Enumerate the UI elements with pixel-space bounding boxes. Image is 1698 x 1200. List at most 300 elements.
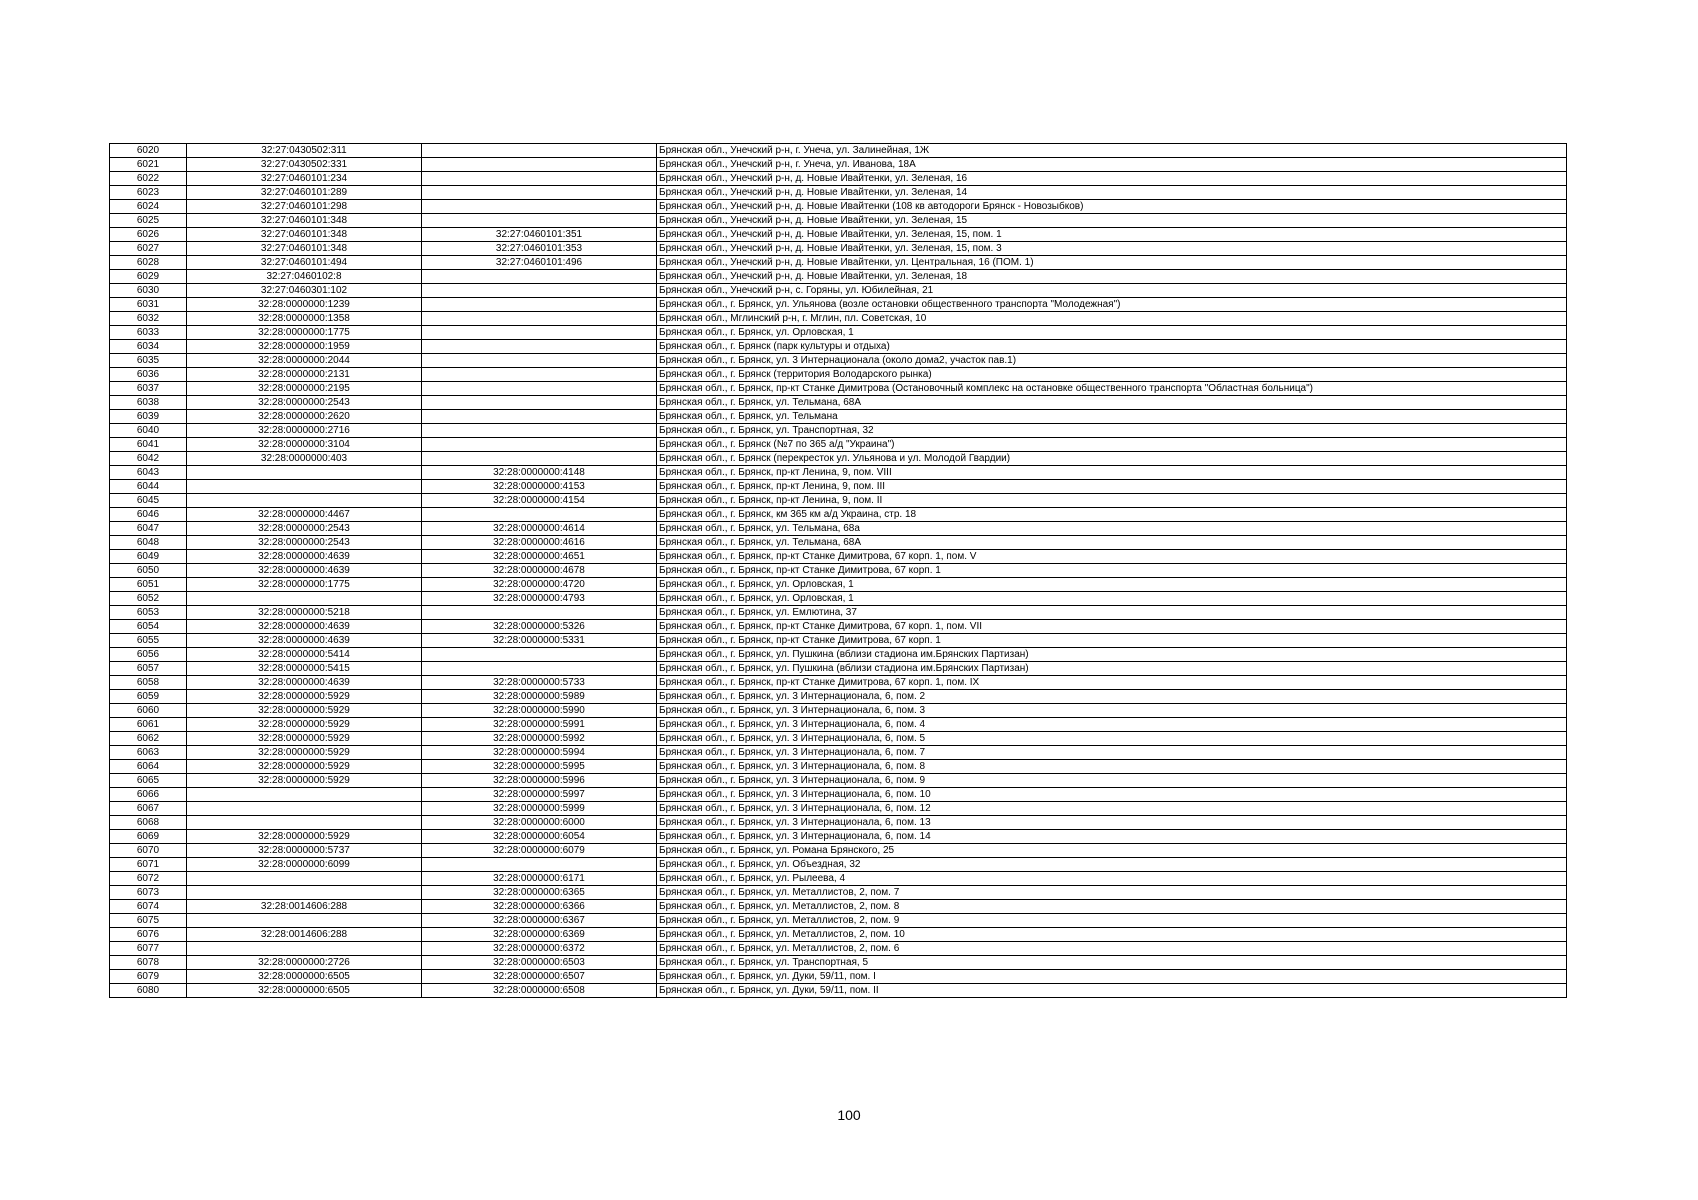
table-row: [110, 858, 1567, 872]
address-cell: Брянская обл., г. Брянск, ул. Дуки, 59/11, пом. I: [657, 970, 1567, 984]
room-cadastral-number-cell: [422, 382, 657, 396]
cadastral-number-cell: [187, 802, 422, 816]
room-cadastral-number-cell: 32:27:0460101:496: [422, 256, 657, 270]
row-number-cell: 6056: [110, 648, 187, 662]
address-cell: Брянская обл., Унечский р-н, г. Унеча, ул. Иванова, 18А: [657, 158, 1567, 172]
table-row: [110, 676, 1567, 690]
cadastral-number-cell: 32:28:0000000:2726: [187, 956, 422, 970]
cadastral-number-cell: 32:27:0460101:348: [187, 214, 422, 228]
cadastral-number-cell: 32:28:0014606:288: [187, 928, 422, 942]
cadastral-number-cell: 32:27:0460301:102: [187, 284, 422, 298]
room-cadastral-number-cell: 32:28:0000000:4614: [422, 522, 657, 536]
table-row: [110, 242, 1567, 256]
room-cadastral-number-cell: 32:28:0000000:4154: [422, 494, 657, 508]
address-cell: Брянская обл., г. Брянск, ул. 3 Интернационала, 6, пом. 4: [657, 718, 1567, 732]
row-number-cell: 6046: [110, 508, 187, 522]
table-row: [110, 172, 1567, 186]
cadastral-number-cell: 32:28:0000000:4639: [187, 676, 422, 690]
row-number-cell: 6020: [110, 144, 187, 158]
cadastral-number-cell: 32:28:0000000:6099: [187, 858, 422, 872]
cadastral-number-cell: 32:28:0000000:5414: [187, 648, 422, 662]
cadastral-number-cell: [187, 480, 422, 494]
room-cadastral-number-cell: 32:27:0460101:351: [422, 228, 657, 242]
room-cadastral-number-cell: [422, 438, 657, 452]
cadastral-number-cell: 32:28:0000000:4639: [187, 564, 422, 578]
address-cell: Брянская обл., г. Брянск, ул. 3 Интернационала, 6, пом. 8: [657, 760, 1567, 774]
row-number-cell: 6040: [110, 424, 187, 438]
table-row: [110, 802, 1567, 816]
cadastral-number-cell: 32:28:0000000:4639: [187, 620, 422, 634]
table-row: [110, 900, 1567, 914]
row-number-cell: 6071: [110, 858, 187, 872]
cadastral-number-cell: 32:28:0000000:1358: [187, 312, 422, 326]
row-number-cell: 6048: [110, 536, 187, 550]
cadastral-number-cell: 32:28:0000000:5929: [187, 704, 422, 718]
address-cell: Брянская обл., г. Брянск, пр-кт Станке Димитрова (Остановочный комплекс на остановке общественного транспорта "Областная больница"): [657, 382, 1567, 396]
row-number-cell: 6024: [110, 200, 187, 214]
room-cadastral-number-cell: 32:28:0000000:5991: [422, 718, 657, 732]
room-cadastral-number-cell: 32:28:0000000:4616: [422, 536, 657, 550]
room-cadastral-number-cell: [422, 144, 657, 158]
room-cadastral-number-cell: 32:28:0000000:6171: [422, 872, 657, 886]
address-cell: Брянская обл., г. Брянск, ул. Объездная, 32: [657, 858, 1567, 872]
row-number-cell: 6042: [110, 452, 187, 466]
cadastral-number-cell: 32:28:0000000:5929: [187, 746, 422, 760]
cadastral-number-cell: 32:28:0000000:5929: [187, 760, 422, 774]
table-row: [110, 158, 1567, 172]
cadastral-number-cell: 32:28:0014606:288: [187, 900, 422, 914]
row-number-cell: 6025: [110, 214, 187, 228]
table-row: [110, 214, 1567, 228]
table-row: [110, 942, 1567, 956]
table-row: [110, 872, 1567, 886]
cadastral-number-cell: 32:28:0000000:2716: [187, 424, 422, 438]
address-cell: Брянская обл., Унечский р-н, д. Новые Ивайтенки, ул. Центральная, 16 (ПОМ. 1): [657, 256, 1567, 270]
address-cell: Брянская обл., г. Брянск, пр-кт Ленина, 9, пом. VIII: [657, 466, 1567, 480]
row-number-cell: 6037: [110, 382, 187, 396]
cadastral-number-cell: 32:28:0000000:5929: [187, 690, 422, 704]
address-cell: Брянская обл., Унечский р-н, д. Новые Ивайтенки, ул. Зеленая, 16: [657, 172, 1567, 186]
row-number-cell: 6030: [110, 284, 187, 298]
table-row: [110, 578, 1567, 592]
cadastral-number-cell: 32:28:0000000:2543: [187, 536, 422, 550]
address-cell: Брянская обл., г. Брянск, ул. 3 Интернационала, 6, пом. 13: [657, 816, 1567, 830]
address-cell: Брянская обл., Унечский р-н, с. Горяны, ул. Юбилейная, 21: [657, 284, 1567, 298]
table-row: [110, 844, 1567, 858]
cadastral-number-cell: 32:27:0460101:234: [187, 172, 422, 186]
row-number-cell: 6039: [110, 410, 187, 424]
table-row: [110, 424, 1567, 438]
cadastral-number-cell: 32:28:0000000:5929: [187, 732, 422, 746]
row-number-cell: 6068: [110, 816, 187, 830]
table-row: [110, 536, 1567, 550]
row-number-cell: 6045: [110, 494, 187, 508]
room-cadastral-number-cell: [422, 172, 657, 186]
address-cell: Брянская обл., г. Брянск, ул. Орловская, 1: [657, 592, 1567, 606]
address-cell: Брянская обл., г. Брянск, ул. Металлистов, 2, пом. 6: [657, 942, 1567, 956]
room-cadastral-number-cell: [422, 424, 657, 438]
row-number-cell: 6050: [110, 564, 187, 578]
table-row: [110, 480, 1567, 494]
row-number-cell: 6027: [110, 242, 187, 256]
registry-table-body: [110, 144, 1567, 998]
address-cell: Брянская обл., г. Брянск, ул. Тельмана: [657, 410, 1567, 424]
cadastral-number-cell: 32:28:0000000:2543: [187, 396, 422, 410]
room-cadastral-number-cell: [422, 662, 657, 676]
row-number-cell: 6069: [110, 830, 187, 844]
table-row: [110, 718, 1567, 732]
cadastral-number-cell: [187, 816, 422, 830]
cadastral-number-cell: 32:28:0000000:5929: [187, 718, 422, 732]
row-number-cell: 6041: [110, 438, 187, 452]
address-cell: Брянская обл., Унечский р-н, г. Унеча, ул. Залинейная, 1Ж: [657, 144, 1567, 158]
address-cell: Брянская обл., г. Брянск, ул. Тельмана, 68а: [657, 522, 1567, 536]
room-cadastral-number-cell: [422, 270, 657, 284]
page-number: 100: [837, 1107, 861, 1123]
room-cadastral-number-cell: [422, 858, 657, 872]
table-row: [110, 648, 1567, 662]
table-row: [110, 326, 1567, 340]
row-number-cell: 6049: [110, 550, 187, 564]
row-number-cell: 6047: [110, 522, 187, 536]
table-row: [110, 270, 1567, 284]
row-number-cell: 6066: [110, 788, 187, 802]
address-cell: Брянская обл., г. Брянск, ул. Тельмана, 68А: [657, 396, 1567, 410]
room-cadastral-number-cell: [422, 326, 657, 340]
row-number-cell: 6078: [110, 956, 187, 970]
table-row: [110, 382, 1567, 396]
room-cadastral-number-cell: [422, 354, 657, 368]
address-cell: Брянская обл., г. Брянск (№7 по 365 а/д "Украина"): [657, 438, 1567, 452]
row-number-cell: 6022: [110, 172, 187, 186]
address-cell: Брянская обл., г. Брянск, км 365 км а/д Украина, стр. 18: [657, 508, 1567, 522]
room-cadastral-number-cell: 32:28:0000000:5990: [422, 704, 657, 718]
room-cadastral-number-cell: 32:28:0000000:5326: [422, 620, 657, 634]
row-number-cell: 6038: [110, 396, 187, 410]
table-row: [110, 704, 1567, 718]
row-number-cell: 6075: [110, 914, 187, 928]
table-row: [110, 550, 1567, 564]
address-cell: Брянская обл., г. Брянск, ул. Орловская, 1: [657, 578, 1567, 592]
cadastral-number-cell: 32:28:0000000:5929: [187, 774, 422, 788]
cadastral-number-cell: 32:28:0000000:5218: [187, 606, 422, 620]
address-cell: Брянская обл., г. Брянск (парк культуры и отдыха): [657, 340, 1567, 354]
address-cell: Брянская обл., г. Брянск (перекресток ул. Ульянова и ул. Молодой Гвардии): [657, 452, 1567, 466]
address-cell: Брянская обл., Мглинский р-н, г. Мглин, пл. Советская, 10: [657, 312, 1567, 326]
row-number-cell: 6028: [110, 256, 187, 270]
table-row: [110, 732, 1567, 746]
room-cadastral-number-cell: 32:28:0000000:6367: [422, 914, 657, 928]
room-cadastral-number-cell: 32:28:0000000:6372: [422, 942, 657, 956]
cadastral-number-cell: 32:27:0430502:311: [187, 144, 422, 158]
cadastral-number-cell: 32:27:0460102:8: [187, 270, 422, 284]
room-cadastral-number-cell: 32:28:0000000:5733: [422, 676, 657, 690]
room-cadastral-number-cell: 32:28:0000000:4793: [422, 592, 657, 606]
cadastral-number-cell: 32:28:0000000:5415: [187, 662, 422, 676]
row-number-cell: 6060: [110, 704, 187, 718]
row-number-cell: 6033: [110, 326, 187, 340]
address-cell: Брянская обл., г. Брянск, пр-кт Ленина, 9, пом. II: [657, 494, 1567, 508]
table-row: [110, 830, 1567, 844]
cadastral-number-cell: [187, 494, 422, 508]
row-number-cell: 6051: [110, 578, 187, 592]
room-cadastral-number-cell: 32:28:0000000:5996: [422, 774, 657, 788]
room-cadastral-number-cell: 32:28:0000000:4148: [422, 466, 657, 480]
address-cell: Брянская обл., г. Брянск, ул. Дуки, 59/11, пом. II: [657, 984, 1567, 998]
address-cell: Брянская обл., г. Брянск, пр-кт Станке Димитрова, 67 корп. 1, пом. VII: [657, 620, 1567, 634]
table-row: [110, 354, 1567, 368]
table-row: [110, 690, 1567, 704]
row-number-cell: 6064: [110, 760, 187, 774]
table-row: [110, 284, 1567, 298]
row-number-cell: 6052: [110, 592, 187, 606]
table-row: [110, 620, 1567, 634]
address-cell: Брянская обл., Унечский р-н, д. Новые Ивайтенки, ул. Зеленая, 15, пом. 3: [657, 242, 1567, 256]
address-cell: Брянская обл., г. Брянск, ул. Рылеева, 4: [657, 872, 1567, 886]
room-cadastral-number-cell: 32:28:0000000:5999: [422, 802, 657, 816]
table-row: [110, 634, 1567, 648]
room-cadastral-number-cell: 32:28:0000000:6000: [422, 816, 657, 830]
table-row: [110, 340, 1567, 354]
row-number-cell: 6059: [110, 690, 187, 704]
row-number-cell: 6021: [110, 158, 187, 172]
room-cadastral-number-cell: [422, 340, 657, 354]
room-cadastral-number-cell: [422, 298, 657, 312]
address-cell: Брянская обл., г. Брянск, ул. 3 Интернационала, 6, пом. 2: [657, 690, 1567, 704]
cadastral-number-cell: 32:27:0460101:494: [187, 256, 422, 270]
address-cell: Брянская обл., г. Брянск, ул. 3 Интернационала, 6, пом. 7: [657, 746, 1567, 760]
address-cell: Брянская обл., г. Брянск, ул. Транспортная, 5: [657, 956, 1567, 970]
table-row: [110, 466, 1567, 480]
table-row: [110, 200, 1567, 214]
table-row: [110, 788, 1567, 802]
row-number-cell: 6061: [110, 718, 187, 732]
address-cell: Брянская обл., г. Брянск, пр-кт Станке Димитрова, 67 корп. 1: [657, 634, 1567, 648]
cadastral-number-cell: 32:27:0460101:298: [187, 200, 422, 214]
room-cadastral-number-cell: 32:28:0000000:6369: [422, 928, 657, 942]
address-cell: Брянская обл., г. Брянск, ул. Металлистов, 2, пом. 8: [657, 900, 1567, 914]
table-row: [110, 592, 1567, 606]
room-cadastral-number-cell: 32:28:0000000:5995: [422, 760, 657, 774]
row-number-cell: 6023: [110, 186, 187, 200]
room-cadastral-number-cell: 32:28:0000000:4153: [422, 480, 657, 494]
table-row: [110, 256, 1567, 270]
table-row: [110, 396, 1567, 410]
room-cadastral-number-cell: 32:28:0000000:4720: [422, 578, 657, 592]
row-number-cell: 6055: [110, 634, 187, 648]
address-cell: Брянская обл., г. Брянск, ул. 3 Интернационала, 6, пом. 3: [657, 704, 1567, 718]
row-number-cell: 6034: [110, 340, 187, 354]
room-cadastral-number-cell: 32:28:0000000:6054: [422, 830, 657, 844]
address-cell: Брянская обл., г. Брянск, ул. 3 Интернационала, 6, пом. 10: [657, 788, 1567, 802]
room-cadastral-number-cell: [422, 214, 657, 228]
table-row: [110, 774, 1567, 788]
cadastral-number-cell: 32:27:0460101:348: [187, 228, 422, 242]
cadastral-number-cell: 32:28:0000000:1239: [187, 298, 422, 312]
room-cadastral-number-cell: [422, 186, 657, 200]
address-cell: Брянская обл., г. Брянск, ул. Романа Брянского, 25: [657, 844, 1567, 858]
room-cadastral-number-cell: 32:28:0000000:5989: [422, 690, 657, 704]
cadastral-number-cell: 32:28:0000000:6505: [187, 970, 422, 984]
cadastral-number-cell: 32:28:0000000:5929: [187, 830, 422, 844]
cadastral-number-cell: 32:28:0000000:403: [187, 452, 422, 466]
row-number-cell: 6079: [110, 970, 187, 984]
room-cadastral-number-cell: 32:28:0000000:4651: [422, 550, 657, 564]
row-number-cell: 6063: [110, 746, 187, 760]
cadastral-number-cell: 32:28:0000000:3104: [187, 438, 422, 452]
room-cadastral-number-cell: [422, 606, 657, 620]
cadastral-number-cell: 32:28:0000000:2044: [187, 354, 422, 368]
table-row: [110, 606, 1567, 620]
cadastral-number-cell: [187, 872, 422, 886]
table-row: [110, 312, 1567, 326]
table-row: [110, 186, 1567, 200]
row-number-cell: 6035: [110, 354, 187, 368]
row-number-cell: 6029: [110, 270, 187, 284]
row-number-cell: 6032: [110, 312, 187, 326]
room-cadastral-number-cell: 32:28:0000000:4678: [422, 564, 657, 578]
address-cell: Брянская обл., г. Брянск, ул. 3 Интернационала, 6, пом. 14: [657, 830, 1567, 844]
table-row: [110, 984, 1567, 998]
row-number-cell: 6043: [110, 466, 187, 480]
table-row: [110, 508, 1567, 522]
address-cell: Брянская обл., г. Брянск, пр-кт Ленина, 9, пом. III: [657, 480, 1567, 494]
table-row: [110, 816, 1567, 830]
registry-table: [109, 143, 1567, 998]
address-cell: Брянская обл., г. Брянск, ул. Транспортная, 32: [657, 424, 1567, 438]
address-cell: Брянская обл., г. Брянск, ул. 3 Интернационала, 6, пом. 5: [657, 732, 1567, 746]
table-row: [110, 760, 1567, 774]
room-cadastral-number-cell: 32:28:0000000:6503: [422, 956, 657, 970]
row-number-cell: 6062: [110, 732, 187, 746]
address-cell: Брянская обл., г. Брянск, ул. 3 Интернационала, 6, пом. 9: [657, 774, 1567, 788]
table-row: [110, 368, 1567, 382]
row-number-cell: 6067: [110, 802, 187, 816]
address-cell: Брянская обл., Унечский р-н, д. Новые Ивайтенки, ул. Зеленая, 14: [657, 186, 1567, 200]
row-number-cell: 6076: [110, 928, 187, 942]
address-cell: Брянская обл., г. Брянск, ул. Орловская, 1: [657, 326, 1567, 340]
cadastral-number-cell: [187, 592, 422, 606]
room-cadastral-number-cell: 32:28:0000000:5994: [422, 746, 657, 760]
row-number-cell: 6026: [110, 228, 187, 242]
address-cell: Брянская обл., г. Брянск (территория Володарского рынка): [657, 368, 1567, 382]
room-cadastral-number-cell: 32:28:0000000:6508: [422, 984, 657, 998]
row-number-cell: 6065: [110, 774, 187, 788]
room-cadastral-number-cell: 32:28:0000000:6365: [422, 886, 657, 900]
room-cadastral-number-cell: [422, 648, 657, 662]
cadastral-number-cell: 32:28:0000000:4467: [187, 508, 422, 522]
table-row: [110, 914, 1567, 928]
room-cadastral-number-cell: 32:28:0000000:5997: [422, 788, 657, 802]
address-cell: Брянская обл., Унечский р-н, д. Новые Ивайтенки, ул. Зеленая, 15: [657, 214, 1567, 228]
address-cell: Брянская обл., г. Брянск, ул. Пушкина (вблизи стадиона им.Брянских Партизан): [657, 662, 1567, 676]
address-cell: Брянская обл., г. Брянск, ул. 3 Интернационала (около дома2, участок пав.1): [657, 354, 1567, 368]
address-cell: Брянская обл., г. Брянск, ул. 3 Интернационала, 6, пом. 12: [657, 802, 1567, 816]
row-number-cell: 6031: [110, 298, 187, 312]
room-cadastral-number-cell: [422, 368, 657, 382]
address-cell: Брянская обл., г. Брянск, ул. Ульянова (возле остановки общественного транспорта "Молодежная"): [657, 298, 1567, 312]
table-row: [110, 970, 1567, 984]
address-cell: Брянская обл., г. Брянск, пр-кт Станке Димитрова, 67 корп. 1, пом. IX: [657, 676, 1567, 690]
room-cadastral-number-cell: 32:27:0460101:353: [422, 242, 657, 256]
table-row: [110, 662, 1567, 676]
row-number-cell: 6077: [110, 942, 187, 956]
cadastral-number-cell: 32:28:0000000:4639: [187, 550, 422, 564]
cadastral-number-cell: 32:28:0000000:4639: [187, 634, 422, 648]
row-number-cell: 6080: [110, 984, 187, 998]
table-row: [110, 452, 1567, 466]
cadastral-number-cell: [187, 788, 422, 802]
address-cell: Брянская обл., г. Брянск, ул. Металлистов, 2, пом. 10: [657, 928, 1567, 942]
table-row: [110, 298, 1567, 312]
address-cell: Брянская обл., г. Брянск, пр-кт Станке Димитрова, 67 корп. 1, пом. V: [657, 550, 1567, 564]
table-row: [110, 746, 1567, 760]
row-number-cell: 6070: [110, 844, 187, 858]
cadastral-number-cell: [187, 466, 422, 480]
room-cadastral-number-cell: [422, 158, 657, 172]
room-cadastral-number-cell: 32:28:0000000:6079: [422, 844, 657, 858]
table-row: [110, 522, 1567, 536]
cadastral-number-cell: [187, 886, 422, 900]
address-cell: Брянская обл., Унечский р-н, д. Новые Ивайтенки (108 кв автодороги Брянск - Новозыбков): [657, 200, 1567, 214]
row-number-cell: 6054: [110, 620, 187, 634]
row-number-cell: 6072: [110, 872, 187, 886]
row-number-cell: 6073: [110, 886, 187, 900]
cadastral-number-cell: 32:28:0000000:5737: [187, 844, 422, 858]
address-cell: Брянская обл., г. Брянск, ул. Металлистов, 2, пом. 7: [657, 886, 1567, 900]
row-number-cell: 6074: [110, 900, 187, 914]
room-cadastral-number-cell: [422, 200, 657, 214]
table-row: [110, 438, 1567, 452]
table-row: [110, 228, 1567, 242]
cadastral-number-cell: 32:28:0000000:2620: [187, 410, 422, 424]
table-row: [110, 564, 1567, 578]
cadastral-number-cell: 32:28:0000000:1775: [187, 578, 422, 592]
cadastral-number-cell: [187, 914, 422, 928]
row-number-cell: 6057: [110, 662, 187, 676]
table-row: [110, 886, 1567, 900]
address-cell: Брянская обл., г. Брянск, ул. Емлютина, 37: [657, 606, 1567, 620]
cadastral-number-cell: 32:28:0000000:6505: [187, 984, 422, 998]
cadastral-number-cell: 32:27:0430502:331: [187, 158, 422, 172]
room-cadastral-number-cell: 32:28:0000000:6507: [422, 970, 657, 984]
cadastral-number-cell: 32:27:0460101:348: [187, 242, 422, 256]
cadastral-number-cell: 32:28:0000000:1775: [187, 326, 422, 340]
room-cadastral-number-cell: [422, 410, 657, 424]
room-cadastral-number-cell: [422, 508, 657, 522]
address-cell: Брянская обл., г. Брянск, ул. Металлистов, 2, пом. 9: [657, 914, 1567, 928]
row-number-cell: 6058: [110, 676, 187, 690]
address-cell: Брянская обл., г. Брянск, пр-кт Станке Димитрова, 67 корп. 1: [657, 564, 1567, 578]
room-cadastral-number-cell: 32:28:0000000:5992: [422, 732, 657, 746]
cadastral-number-cell: 32:28:0000000:2131: [187, 368, 422, 382]
address-cell: Брянская обл., Унечский р-н, д. Новые Ивайтенки, ул. Зеленая, 15, пом. 1: [657, 228, 1567, 242]
cadastral-number-cell: 32:28:0000000:2195: [187, 382, 422, 396]
table-row: [110, 494, 1567, 508]
room-cadastral-number-cell: [422, 396, 657, 410]
table-row: [110, 956, 1567, 970]
cadastral-number-cell: 32:28:0000000:1959: [187, 340, 422, 354]
room-cadastral-number-cell: 32:28:0000000:6366: [422, 900, 657, 914]
room-cadastral-number-cell: [422, 312, 657, 326]
cadastral-number-cell: [187, 942, 422, 956]
table-row: [110, 410, 1567, 424]
table-row: [110, 928, 1567, 942]
cadastral-number-cell: 32:28:0000000:2543: [187, 522, 422, 536]
cadastral-number-cell: 32:27:0460101:289: [187, 186, 422, 200]
address-cell: Брянская обл., г. Брянск, ул. Тельмана, 68А: [657, 536, 1567, 550]
room-cadastral-number-cell: 32:28:0000000:5331: [422, 634, 657, 648]
